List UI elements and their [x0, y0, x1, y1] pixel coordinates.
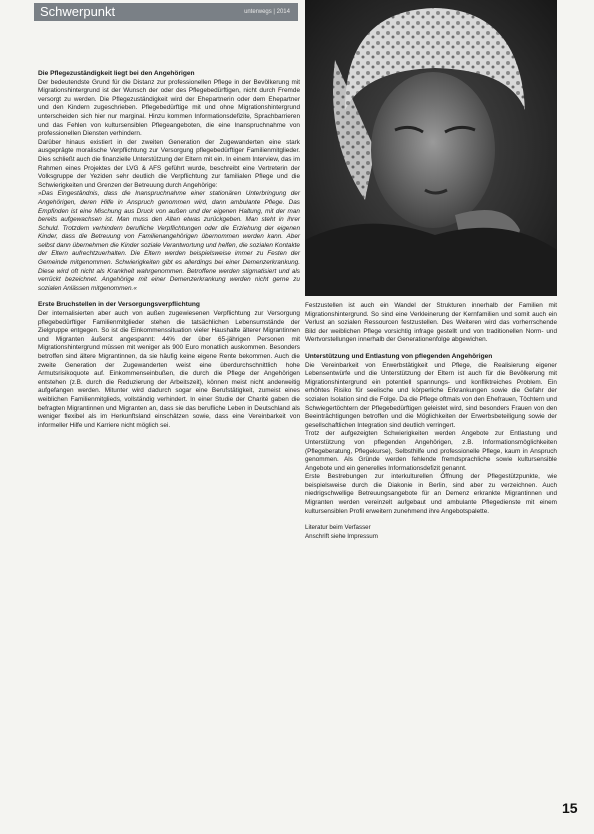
heading-care-responsibility: Die Pflegezuständigkeit liegt bei den Angehörigen: [38, 70, 195, 77]
paragraph: Erste Bestrebungen zur interkulturellen Öffnung der Pflegestützpunkte, wie beispielsweise durch die Diakonie in Berlin, sind aber zu verzeichnen. Auch niedrigschwellige Betreuungsangebote für an Demenz erkrankte Migrantinnen und Migranten werden vereinzelt aufgebaut und ambulante Pflegedienste mit einem kultursensiblen Profil erweitern zunehmend ihre Angebotspalette.: [305, 473, 557, 515]
paragraph: Der internalisierten aber auch von außen zugewiesenen Verpflichtung zur Versorgung pflegebedürftiger Familienmitglieder stehen die tatsächlichen Lebensumstände der Zielgruppe entgegen. So ist die Einkommenssituation vieler Haushalte älterer Migrantinnen und Migranten äußerst angespannt: 44% der über 65-jährigen Personen mit Migrationshintergrund müssen mit weniger als 900 Euro monatlich auskommen. Besonders betroffen sind ältere Migrantinnen, da sie häufig keine eigene Rente bekommen. Auch die zweite Generation der Zugewanderten weist eine überdurchschnittlich hohe Armutsrisikoquote auf. Einkommenseinbußen, die durch die Pflege der Angehörigen entstehen (z.B. durch die Reduzierung der Arbeitszeit), können meist nicht anderweitig aufgefangen werden. Mitunter wird dadurch sogar eine Berufstätigkeit, zumeist eines weiblichen Familienmitglieds, vollständig verhindert. In einer Studie der Charité gaben die befragten Migrantinnen und Migranten an, dass sie das berufliche Leben in Deutschland als weniger flexibel als im Herkunftsland einschätzen sowie, dass eine Vereinbarkeit von informeller Hilfe und Karriere nicht möglich sei.: [38, 310, 300, 429]
section-header-bar: [34, 3, 298, 21]
left-column: [38, 70, 300, 430]
paragraph: Trotz der aufgezeigten Schwierigkeiten werden Angebote zur Entlastung und Unterstützung von pflegenden Angehörigen, z.B. Informationsmöglichkeiten (Pflegeberatung, Pflegekurse), Selbsthilfe und professionelle Pflege, kaum in Anspruch genommen. Als Gründe werden fehlende fremdsprachliche sowie kultursensible Angebote und ein generelles Informationsdefizit genannt.: [305, 430, 557, 472]
heading-first-fractures: Erste Bruchstellen in der Versorgungsverpflichtung: [38, 301, 200, 309]
credit-literature: Literatur beim Verfasser: [305, 524, 371, 532]
right-column: [305, 302, 557, 541]
interview-quote: »Das Eingeständnis, dass die Inanspruchnahme einer stationären Unterbringung der Angehörigen, deren Hilfe in Anspruch genommen wird, dann ambulante Pflege. Das Empfinden ist eine Mischung aus Druck von außen und der eigenen Haltung, mit der man bereits aufgewachsen ist. Man muss den Alten etwas zurückgeben. Man steht in ihrer Schuld. Trotzdem verhindern berufliche Verpflichtungen oder die Erziehung der eigenen Kinder, dass die Betreuung von Familienangehörigen übernommen werden kann. Aber selbst dann übernehmen die Kinder soziale Verantwortung und helfen, die sozialen Kontakte der Eltern aufrechtzuerhalten. Die Eltern werden beispielsweise immer zu Festen der Gemeinde mitgenommen. Schwierigkeiten gibt es allerdings bei einer Demenzerkrankung. Diese wird oft nicht als Krankheit wahrgenommen. Betroffene werden stigmatisiert und als verrückt bezeichnet. Angehörige mit einer Demenzerkrankung werden nicht gerne zu sozialen Anlässen mitgenommen.«: [38, 190, 300, 292]
credit-address: Anschrift siehe Impressum: [305, 532, 378, 540]
heading-support-relief: Unterstützung und Entlastung von pflegenden Angehörigen: [305, 352, 493, 360]
paragraph: Festzustellen ist auch ein Wandel der Strukturen innerhalb der Familien mit Migrationshintergrund. So sind eine Verkleinerung der Kernfamilien und somit auch ein Verlust an sozialen Ressourcen festzustellen. Des Weiteren wird das vorherrschende Bild der weiblichen Pflege vorsichtig infrage gestellt und von traditionellen Norm- und Wertvorstellungen innerhalb der Generationenfolge abgewichen.: [305, 302, 557, 344]
portrait-photo: [305, 0, 557, 296]
paragraph: Darüber hinaus existiert in der zweiten Generation der Zugewanderten eine stark ausgeprägte moralische Verpflichtung zur Versorgung pflegebedürftiger Familienmitglieder. Dies schließt auch die finanzielle Unterstützung der Eltern mit ein. In einem Interview, das im Rahmen eines Projektes der LVG & AFS geführt wurde, beschreibt eine Vertreterin der Volksgruppe der Yeziden sehr deutlich die Verpflichtung zur familialen Pflege und die Schwierigkeiten und Grenzen der Betreuung durch Angehörige:: [38, 138, 300, 189]
paragraph: Die Vereinbarkeit von Erwerbstätigkeit und Pflege, die Realisierung eigener Lebensentwürfe und die Unterstützung der Eltern ist auch für die Bevölkerung mit Migrationshintergrund ein potentiell spannungs- und konfliktreiches Problem. Ein erhöhtes Risiko für seelische und körperliche Erkrankungen sowie die Gefahr der sozialen Isolation sind die Folge. Da die Pflege oftmals von den Ehefrauen, Töchtern und Schwiegertöchtern der Pflegebedürftigen geleistet wird, sind besonders Frauen von den Beeinträchtigungen betroffen und die Möglichkeiten der Erwerbsbeteiligung sowie der gesellschaftlichen Integration sind deutlich verringert.: [305, 361, 557, 429]
paragraph: Der bedeutendste Grund für die Distanz zur professionellen Pflege in der Bevölkerung mit Migrationshintergrund ist der Wunsch der oder des Pflegebedürftigen, nicht durch Fremde versorgt zu werden. Die Pflegezuständigkeit wird der Ehepartnerin oder dem Ehepartner und den Kindern zugeschrieben. Pflegebedürftige mit und ohne Migrationshintergrund unterscheiden sich hier nur marginal. Hinzu kommen Informationsdefizite, Sprachbarrieren und das Fehlen von kultursensiblen Pflegeangeboten, die eine Inanspruchnahme von professionellen Diensten verhindern.: [38, 78, 300, 138]
section-label: Schwerpunkt: [40, 4, 116, 19]
page-number: 15: [562, 800, 578, 816]
credits: [305, 524, 557, 541]
section-tag: unterwegs | 2014: [244, 9, 290, 15]
